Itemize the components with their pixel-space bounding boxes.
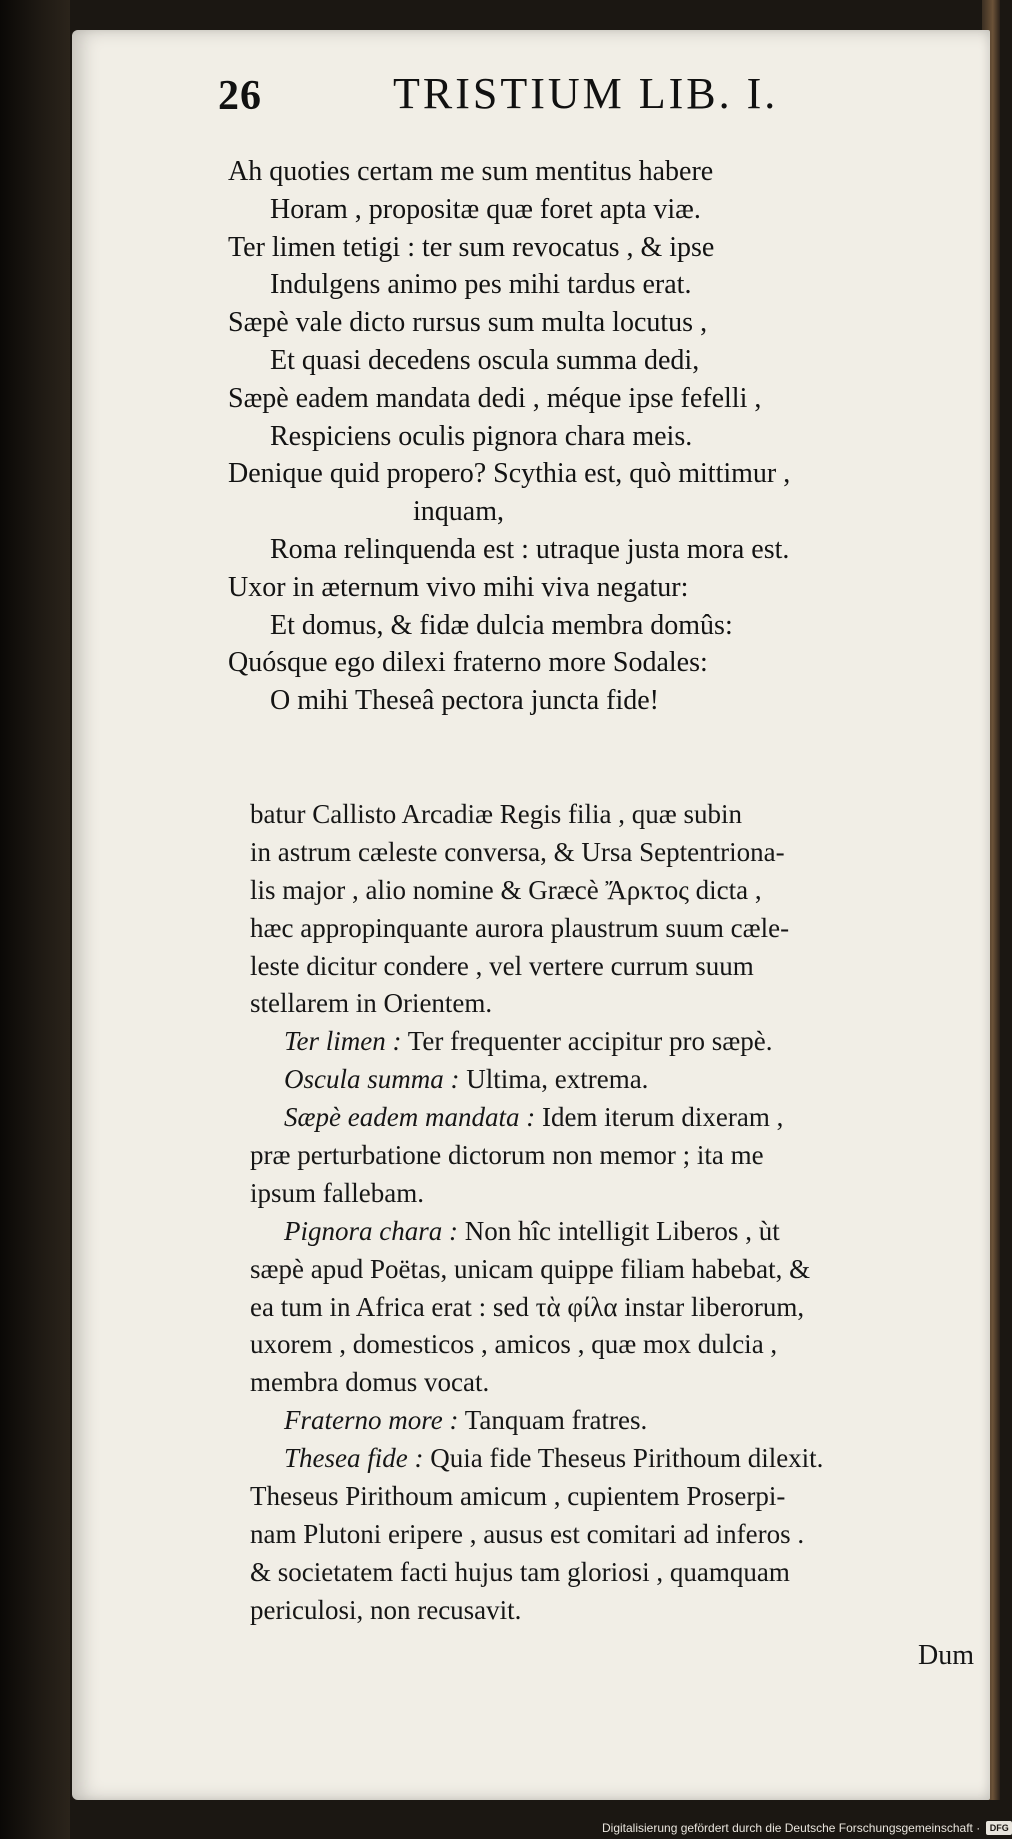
- commentary-line: [250, 1364, 985, 1402]
- commentary-text: Theseus Pirithoum amicum , cupientem Proserpi-: [250, 1481, 786, 1512]
- commentary-line: [250, 796, 985, 834]
- commentary-lemma: Ter limen :: [284, 1026, 402, 1057]
- verse-line: Roma relinquenda est : utraque justa mora est.: [270, 533, 790, 565]
- commentary-line: [250, 834, 985, 872]
- commentary-line: [250, 1516, 985, 1554]
- verse-line: Sæpè vale dicto rursus sum multa locutus ,: [228, 307, 708, 339]
- commentary-line: [250, 948, 985, 986]
- commentary-line: [250, 1137, 985, 1175]
- commentary-text: Ter frequenter accipitur pro sæpè.: [401, 1026, 773, 1057]
- commentary-lemma: Pignora chara :: [284, 1215, 458, 1246]
- verse-line: Sæpè eadem mandata dedi , méque ipse fefelli ,: [228, 382, 762, 414]
- page-header: [148, 64, 868, 124]
- commentary-line: [250, 1061, 985, 1099]
- commentary-text: uxorem , domesticos , amicos , quæ mox dulcia ,: [250, 1329, 778, 1360]
- commentary-text: stellarem in Orientem.: [250, 988, 493, 1019]
- commentary-text: Idem iterum dixeram ,: [535, 1102, 784, 1133]
- commentary-text: nam Plutoni eripere , ausus est comitari ad inferos .: [250, 1518, 805, 1549]
- verse-block: [228, 153, 988, 720]
- commentary-text: membra domus vocat.: [250, 1367, 490, 1398]
- page-number: 26: [218, 73, 262, 119]
- commentary-line: [250, 1592, 985, 1630]
- book-binding-left: [0, 0, 70, 1839]
- commentary-text: batur Callisto Arcadiæ Regis filia , quæ subin: [250, 799, 742, 829]
- commentary-text: leste dicitur condere , vel vertere currum suum: [250, 950, 754, 981]
- verse-line: inquam,: [413, 496, 504, 528]
- verse-line: Ah quoties certam me sum mentitus habere: [228, 156, 714, 187]
- commentary-line: [250, 1402, 985, 1440]
- commentary-lemma: Fraterno more :: [284, 1405, 459, 1436]
- commentary-line: [250, 1213, 985, 1251]
- commentary-block: [250, 796, 985, 1630]
- commentary-line: [250, 1023, 985, 1061]
- commentary-line: [250, 910, 985, 948]
- running-title: TRISTIUM LIB. I.: [393, 69, 779, 118]
- commentary-text: præ perturbatione dictorum non memor ; ita me: [250, 1140, 764, 1171]
- verse-line: Ter limen tetigi : ter sum revocatus , & ipse: [228, 231, 715, 263]
- verse-line: Horam , propositæ quæ foret apta viæ.: [270, 193, 701, 225]
- digitization-credit-text: Digitalisierung gefördert durch die Deutsche Forschungsgemeinschaft ·: [602, 1821, 981, 1835]
- commentary-text: lis major , alio nomine & Græcè Ἄρκτος dicta ,: [250, 874, 762, 905]
- dfg-logo: DFG: [986, 1821, 1012, 1835]
- commentary-line: [250, 872, 985, 910]
- commentary-line: [250, 1175, 985, 1213]
- commentary-lemma: Oscula summa :: [284, 1064, 460, 1095]
- commentary-lemma: Sæpè eadem mandata :: [284, 1102, 536, 1133]
- commentary-line: [250, 1326, 985, 1364]
- commentary-line: [250, 1478, 985, 1516]
- digitization-credit: [602, 1818, 1012, 1838]
- verse-line: Et quasi decedens oscula summa dedi,: [270, 344, 700, 376]
- commentary-line: [250, 1099, 985, 1137]
- commentary-text: Non hîc intelligit Liberos , ùt: [457, 1215, 780, 1246]
- verse-line: Respiciens oculis pignora chara meis.: [270, 420, 693, 452]
- commentary-text: ipsum fallebam.: [250, 1177, 424, 1208]
- verse-line: O mihi Theseâ pectora juncta fide!: [270, 685, 659, 717]
- commentary-text: Tanquam fratres.: [458, 1405, 648, 1436]
- commentary-text: & societatem facti hujus tam gloriosi , quamquam: [250, 1556, 790, 1587]
- verse-line: Et domus, & fidæ dulcia membra domûs:: [270, 609, 733, 641]
- commentary-line: [250, 1289, 985, 1327]
- verse-line: Uxor in æternum vivo mihi viva negatur:: [228, 571, 689, 603]
- commentary-line: [250, 985, 985, 1023]
- verse-line: Quósque ego dilexi fraterno more Sodales:: [228, 647, 708, 679]
- commentary-line: [250, 1440, 985, 1478]
- verse-line: Indulgens animo pes mihi tardus erat.: [270, 269, 692, 301]
- commentary-text: hæc appropinquante aurora plaustrum suum cæle-: [250, 912, 790, 943]
- commentary-lemma: Thesea fide :: [284, 1443, 424, 1474]
- commentary-line: [250, 1251, 985, 1289]
- commentary-text: Ultima, extrema.: [459, 1064, 649, 1095]
- verse-line: Denique quid propero? Scythia est, quò mittimur ,: [228, 458, 791, 490]
- commentary-text: Quia fide Theseus Pirithoum dilexit.: [423, 1443, 824, 1474]
- catchword: Dum: [918, 1640, 974, 1671]
- commentary-text: in astrum cæleste conversa, & Ursa Septentriona-: [250, 836, 785, 867]
- commentary-text: sæpè apud Poëtas, unicam quippe filiam habebat, &: [250, 1253, 811, 1284]
- commentary-text: ea tum in Africa erat : sed τὰ φίλα instar liberorum,: [250, 1291, 805, 1322]
- commentary-line: [250, 1554, 985, 1592]
- commentary-text: periculosi, non recusavit.: [250, 1594, 522, 1625]
